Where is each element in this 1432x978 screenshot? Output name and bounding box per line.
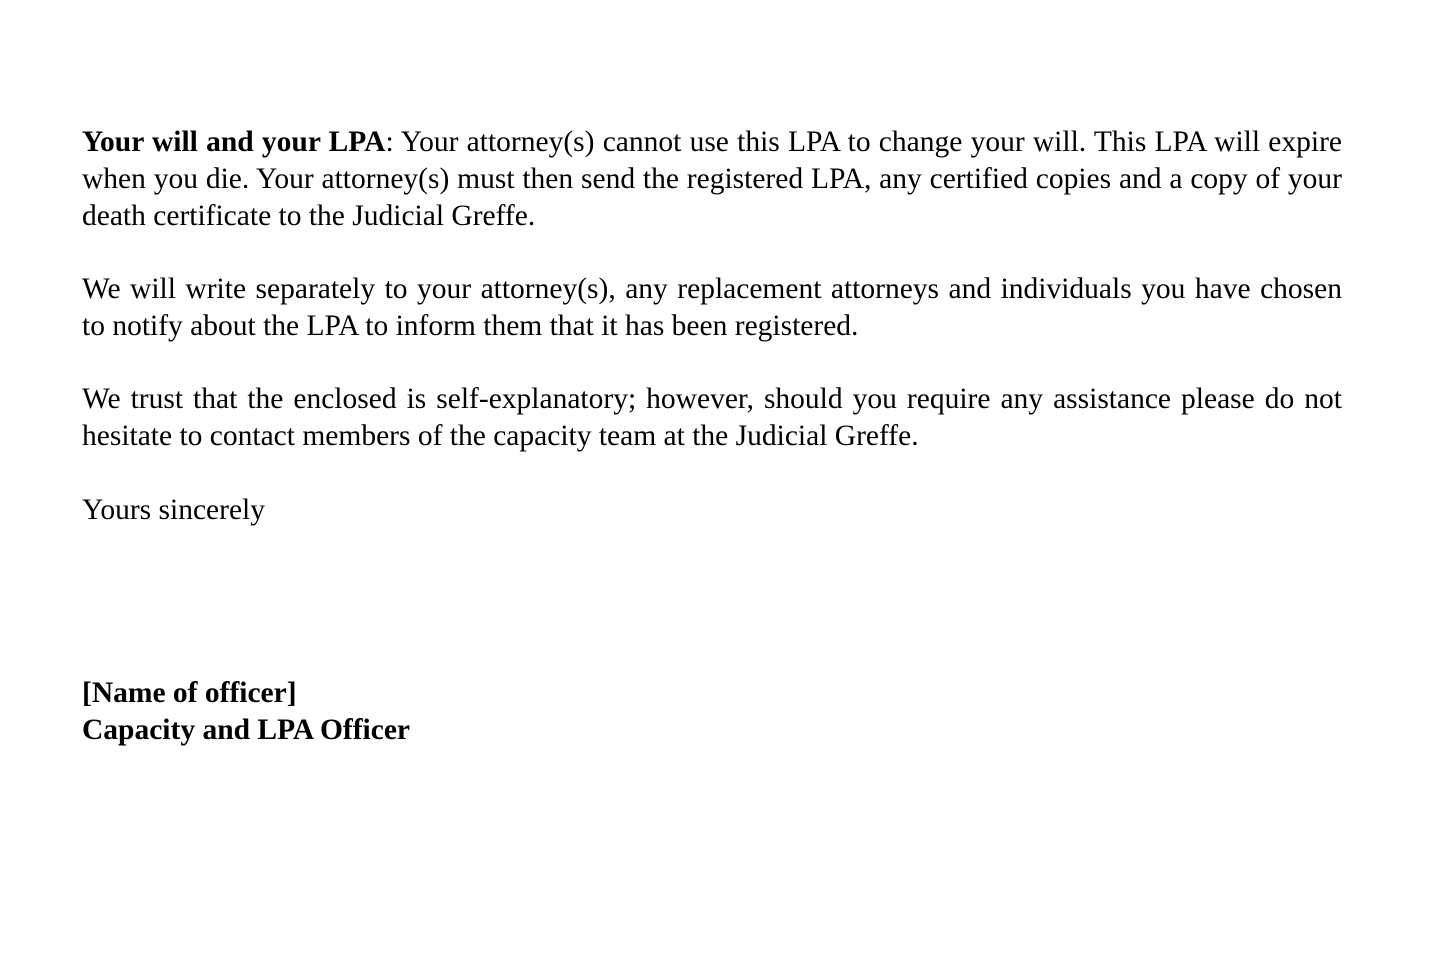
signature-block [82, 675, 410, 749]
paragraph-heading: Your will and your LPA [82, 126, 386, 158]
paragraph-will-and-lpa [82, 124, 1342, 235]
officer-name: [Name of officer] [82, 677, 297, 709]
paragraph-assistance: We trust that the enclosed is self-explanatory; however, should you require any assistance please do not hesitate to contact members of the capacity team at the Judicial Greffe. [82, 383, 1342, 452]
officer-title: Capacity and LPA Officer [82, 714, 411, 746]
paragraph-notification: We will write separately to your attorney(s), any replacement attorneys and individuals you have chosen to notify about the LPA to inform them that it has been registered. [82, 273, 1342, 342]
closing-salutation: Yours sincerely [82, 494, 266, 526]
paragraph-text: : Your attorney(s) cannot use this LPA to change your will. This LPA will expire when you die. Your attorney(s) must then send the registered LPA, any certified copies and a copy of your death certificate to the Judicial Greffe. [82, 126, 1342, 232]
